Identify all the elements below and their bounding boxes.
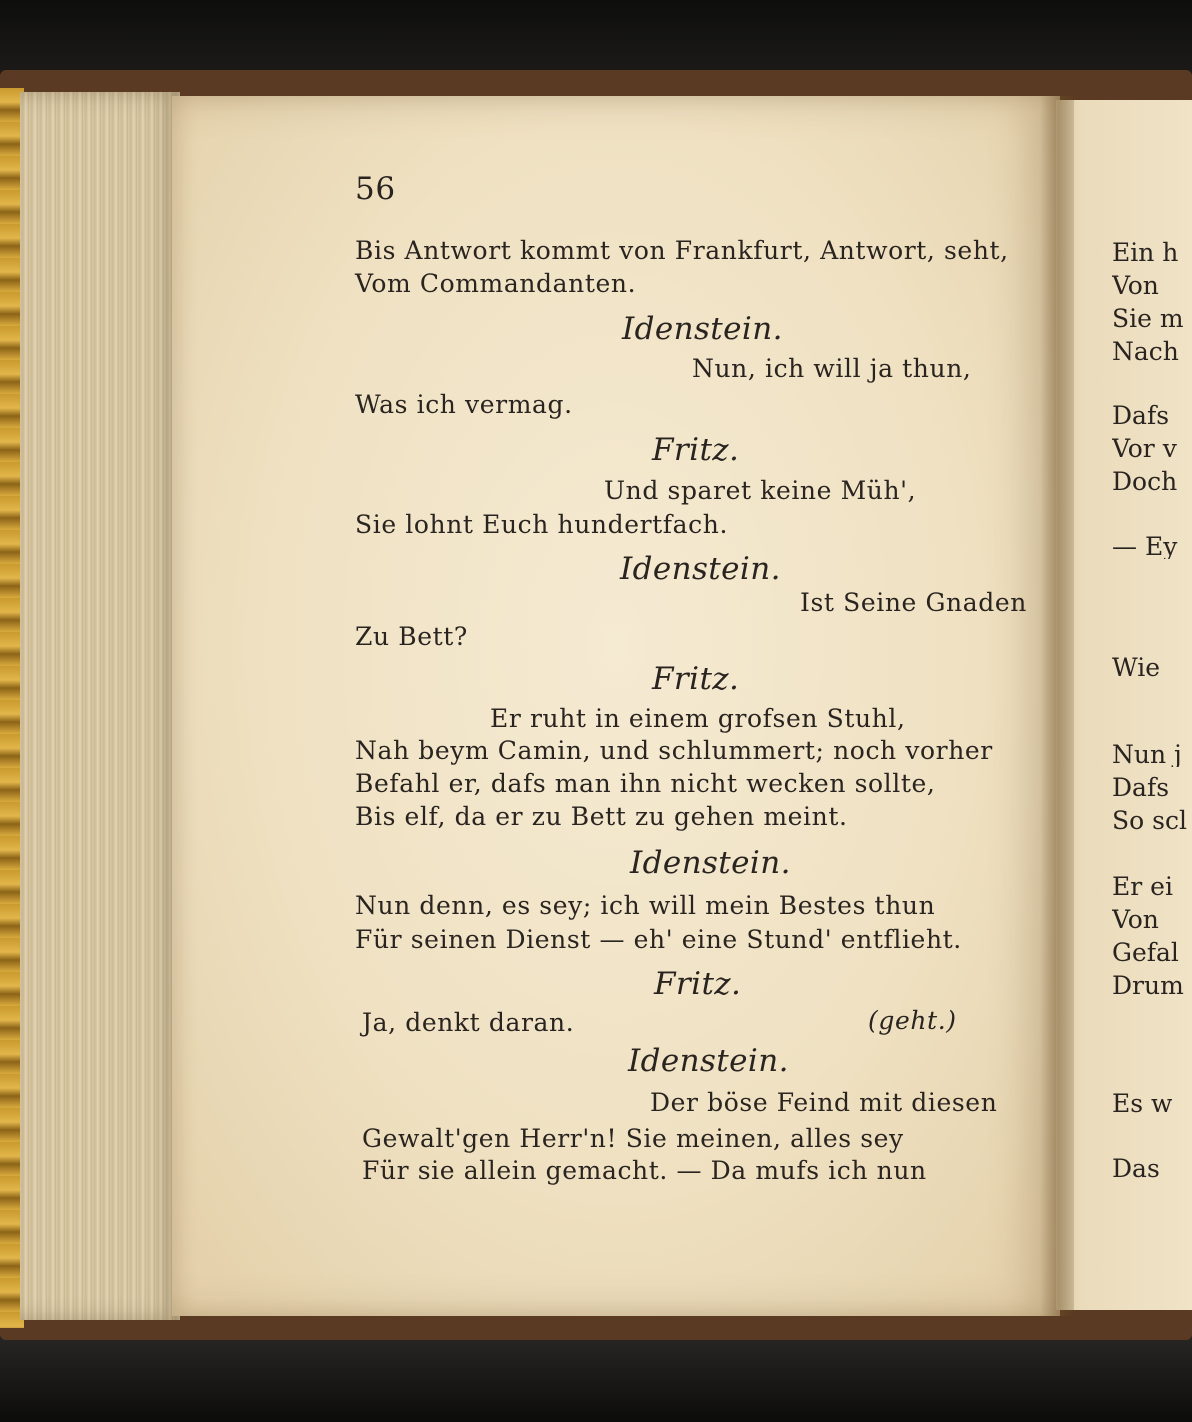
text-line: Sie lohnt Euch hundertfach. (355, 510, 729, 539)
right-page-fragment: Das (1112, 1156, 1160, 1181)
text-line: Bis elf, da er zu Bett zu gehen meint. (355, 802, 848, 831)
right-page-fragment: So scl (1112, 808, 1187, 833)
gutter-shadow (1040, 96, 1074, 1316)
right-page-fragment: Sie m (1112, 306, 1184, 331)
speaker-name: Idenstein. (630, 845, 791, 881)
stage-direction: (geht.) (868, 1006, 957, 1035)
right-page-fragment: — Ey (1112, 534, 1178, 559)
backdrop-bottom (0, 1330, 1192, 1422)
right-page-fragment: Wie (1112, 655, 1161, 680)
right-page-fragment: Nun j (1112, 742, 1182, 767)
text-line: Für sie allein gemacht. — Da mufs ich nun (362, 1156, 927, 1185)
text-line: Befahl er, dafs man ihn nicht wecken sollte, (355, 769, 936, 798)
text-line: Vom Commandanten. (355, 269, 637, 298)
text-line: Und sparet keine Müh', (604, 476, 917, 505)
right-page-fragment: Dafs (1112, 775, 1170, 800)
right-page-fragment: Von (1112, 273, 1159, 298)
right-page-fragment: Drum (1112, 973, 1184, 998)
speaker-name: Idenstein. (620, 551, 781, 587)
text-line: Ist Seine Gnaden (800, 588, 1027, 617)
text-line: Für seinen Dienst — eh' eine Stund' entflieht. (355, 925, 962, 954)
speaker-name: Idenstein. (628, 1043, 789, 1079)
speaker-name: Fritz. (652, 432, 740, 468)
page-block-edge (20, 92, 180, 1320)
speaker-name: Fritz. (654, 966, 742, 1002)
text-line: Nah beym Camin, und schlummert; noch vorher (355, 736, 993, 765)
text-line: Er ruht in einem grofsen Stuhl, (490, 704, 906, 733)
text-line: Gewalt'gen Herr'n! Sie meinen, alles sey (362, 1124, 904, 1153)
right-page-fragment: Es w (1112, 1091, 1173, 1116)
text-line: Der böse Feind mit diesen (650, 1088, 998, 1117)
text-line: Bis Antwort kommt von Frankfurt, Antwort, seht, (355, 236, 1009, 265)
right-page-fragment: Er ei (1112, 874, 1173, 899)
text-line: Was ich vermag. (355, 390, 573, 419)
backdrop-top (0, 0, 1192, 80)
text-line: Zu Bett? (355, 622, 468, 651)
text-line: Nun denn, es sey; ich will mein Bestes thun (355, 891, 936, 920)
right-page-fragment: Dafs (1112, 403, 1170, 428)
right-page-fragment: Vor v (1112, 436, 1177, 461)
right-page-fragment: Gefal (1112, 940, 1179, 965)
speaker-name: Idenstein. (622, 311, 783, 347)
text-line: Nun, ich will ja thun, (692, 354, 972, 383)
speaker-name: Fritz. (652, 661, 740, 697)
right-page-fragment: Doch (1112, 469, 1178, 494)
page-number: 56 (355, 171, 396, 207)
right-page-fragment: Ein h (1112, 240, 1179, 265)
text-line: Ja, denkt daran. (362, 1008, 575, 1037)
right-page-fragment: Nach (1112, 339, 1179, 364)
right-page-fragment: Von (1112, 907, 1159, 932)
